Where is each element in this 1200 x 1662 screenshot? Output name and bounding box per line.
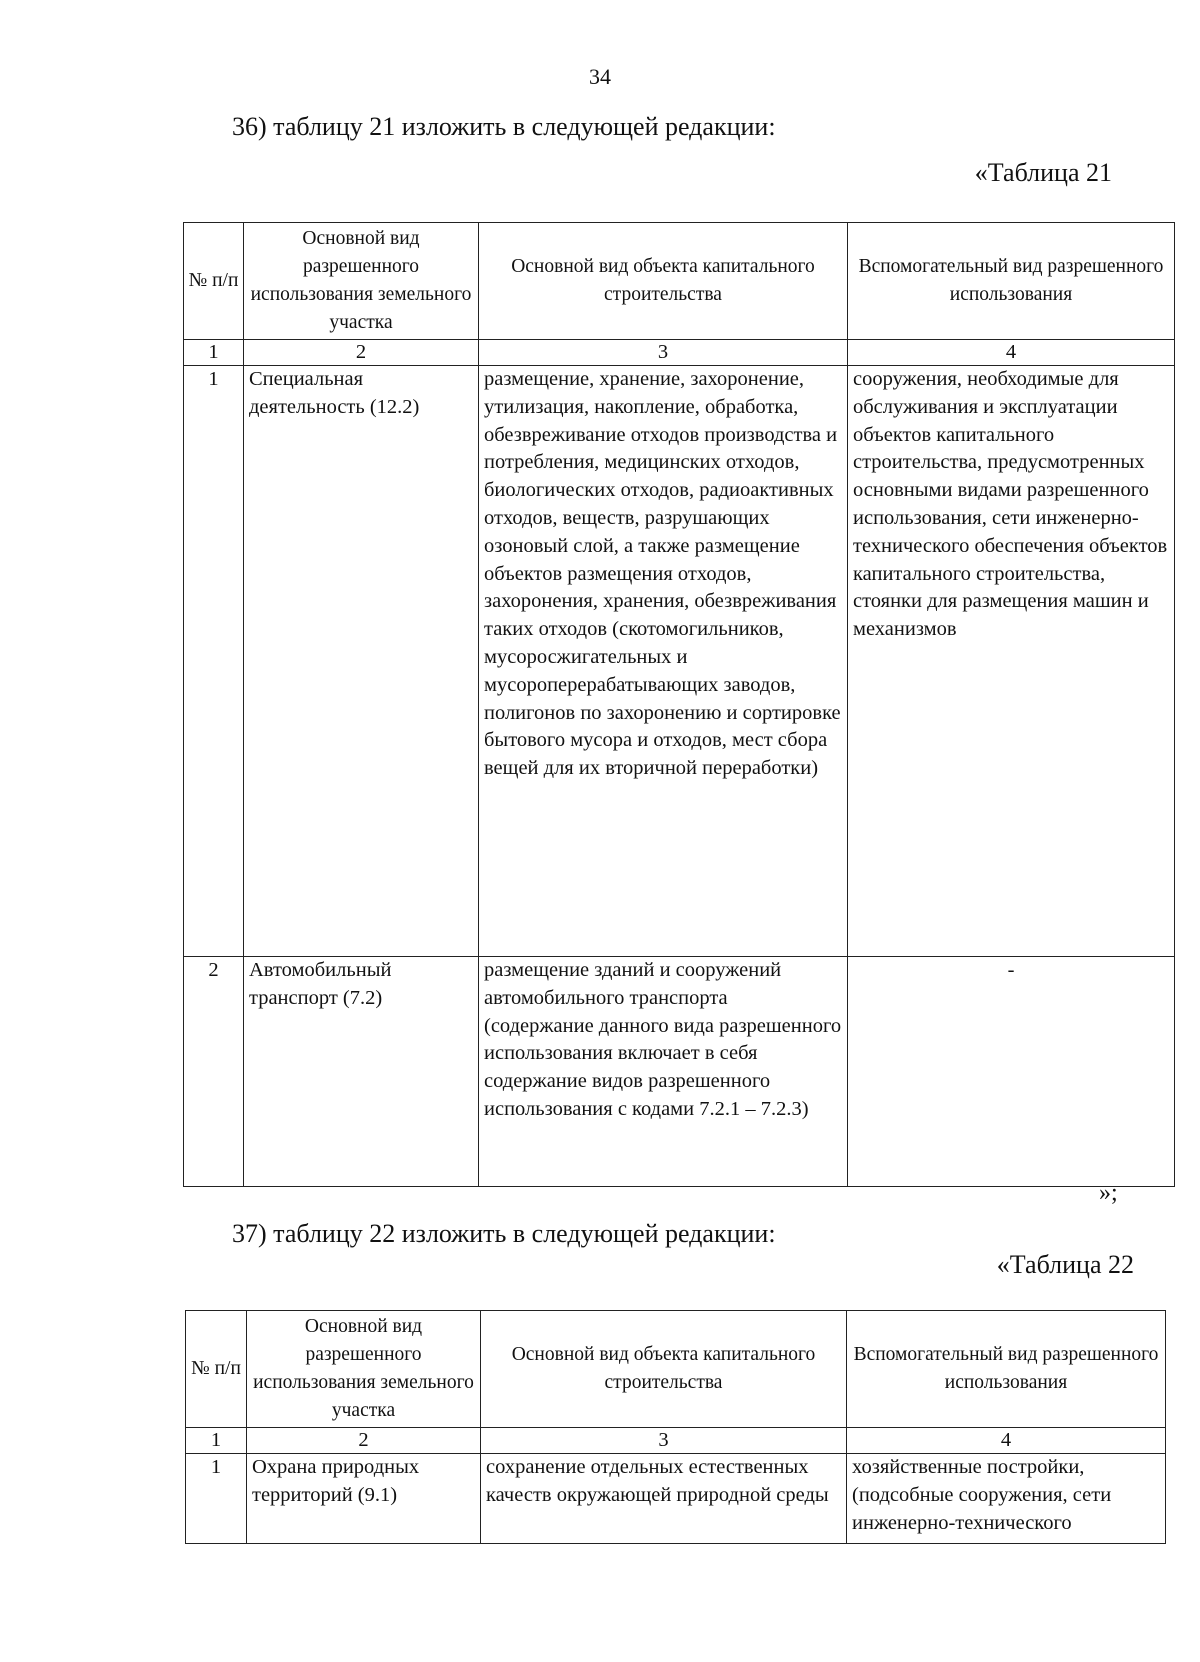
row-auxiliary: - xyxy=(848,957,1175,1187)
table-row xyxy=(184,366,1175,957)
row-land-use: Специальная деятельность (12.2) xyxy=(244,366,479,957)
header-auxiliary-use: Вспомогательный вид разрешенного использования xyxy=(847,1311,1166,1428)
row-object: размещение, хранение, захоронение, утилизация, накопление, обработка, обезвреживание отходов производства и потребления, медицинских отходов, биологических отходов, радиоактивных отходов, веществ, разрушающих озоновый слой, а также размещение объектов размещения отходов, захоронения, хранения, обезвреживания таких отходов (скотомогильников, мусоросжигательных и мусороперерабатывающих заводов, полигонов по захоронению и сортировке бытового мусора и отходов, мест сбора вещей для их вторичной переработки) xyxy=(479,366,848,957)
header-auxiliary-use: Вспомогательный вид разрешенного использования xyxy=(848,223,1175,340)
header-main-land-use: Основной вид разрешенного использования земельного участка xyxy=(244,223,479,340)
table-header-row xyxy=(186,1311,1166,1428)
section-37-instruction: 37) таблицу 22 изложить в следующей редакции: xyxy=(232,1219,776,1248)
header-main-object: Основной вид объекта капитального строительства xyxy=(481,1311,847,1428)
column-number: 3 xyxy=(481,1428,847,1454)
table-21 xyxy=(183,222,1175,1187)
row-auxiliary: хозяйственные постройки, (подсобные сооружения, сети инженерно-технического xyxy=(847,1454,1166,1544)
row-number: 2 xyxy=(184,957,244,1187)
row-number: 1 xyxy=(184,366,244,957)
column-number: 3 xyxy=(479,340,848,366)
section-36-instruction: 36) таблицу 21 изложить в следующей редакции: xyxy=(232,112,776,141)
row-object: сохранение отдельных естественных качеств окружающей природной среды xyxy=(481,1454,847,1544)
row-land-use: Охрана природных территорий (9.1) xyxy=(247,1454,481,1544)
row-auxiliary: сооружения, необходимые для обслуживания и эксплуатации объектов капитального строительства, предусмотренных основными видами разрешенного использования, сети инженерно-технического обеспечения объектов капитального строительства, стоянки для размещения машин и механизмов xyxy=(848,366,1175,957)
header-number: № п/п xyxy=(184,223,244,340)
column-number: 4 xyxy=(847,1428,1166,1454)
table-row xyxy=(186,1454,1166,1544)
column-number-row xyxy=(186,1428,1166,1454)
row-number: 1 xyxy=(186,1454,247,1544)
table-21-name: «Таблица 21 xyxy=(974,158,1112,187)
column-number: 1 xyxy=(186,1428,247,1454)
table-row xyxy=(184,957,1175,1187)
header-main-object: Основной вид объекта капитального строительства xyxy=(479,223,848,340)
header-number: № п/п xyxy=(186,1311,247,1428)
table-22 xyxy=(185,1310,1166,1544)
table-22-name: «Таблица 22 xyxy=(996,1250,1134,1279)
header-main-land-use: Основной вид разрешенного использования земельного участка xyxy=(247,1311,481,1428)
column-number: 2 xyxy=(247,1428,481,1454)
column-number-row xyxy=(184,340,1175,366)
column-number: 4 xyxy=(848,340,1175,366)
column-number: 2 xyxy=(244,340,479,366)
row-land-use: Автомобильный транспорт (7.2) xyxy=(244,957,479,1187)
page-number: 34 xyxy=(589,64,611,89)
row-object: размещение зданий и сооружений автомобильного транспорта (содержание данного вида разрешенного использования включает в себя содержание видов разрешенного использования с кодами 7.2.1 – 7.2.3) xyxy=(479,957,848,1187)
table-21-closing-quote: »; xyxy=(1099,1180,1118,1206)
table-header-row xyxy=(184,223,1175,340)
column-number: 1 xyxy=(184,340,244,366)
